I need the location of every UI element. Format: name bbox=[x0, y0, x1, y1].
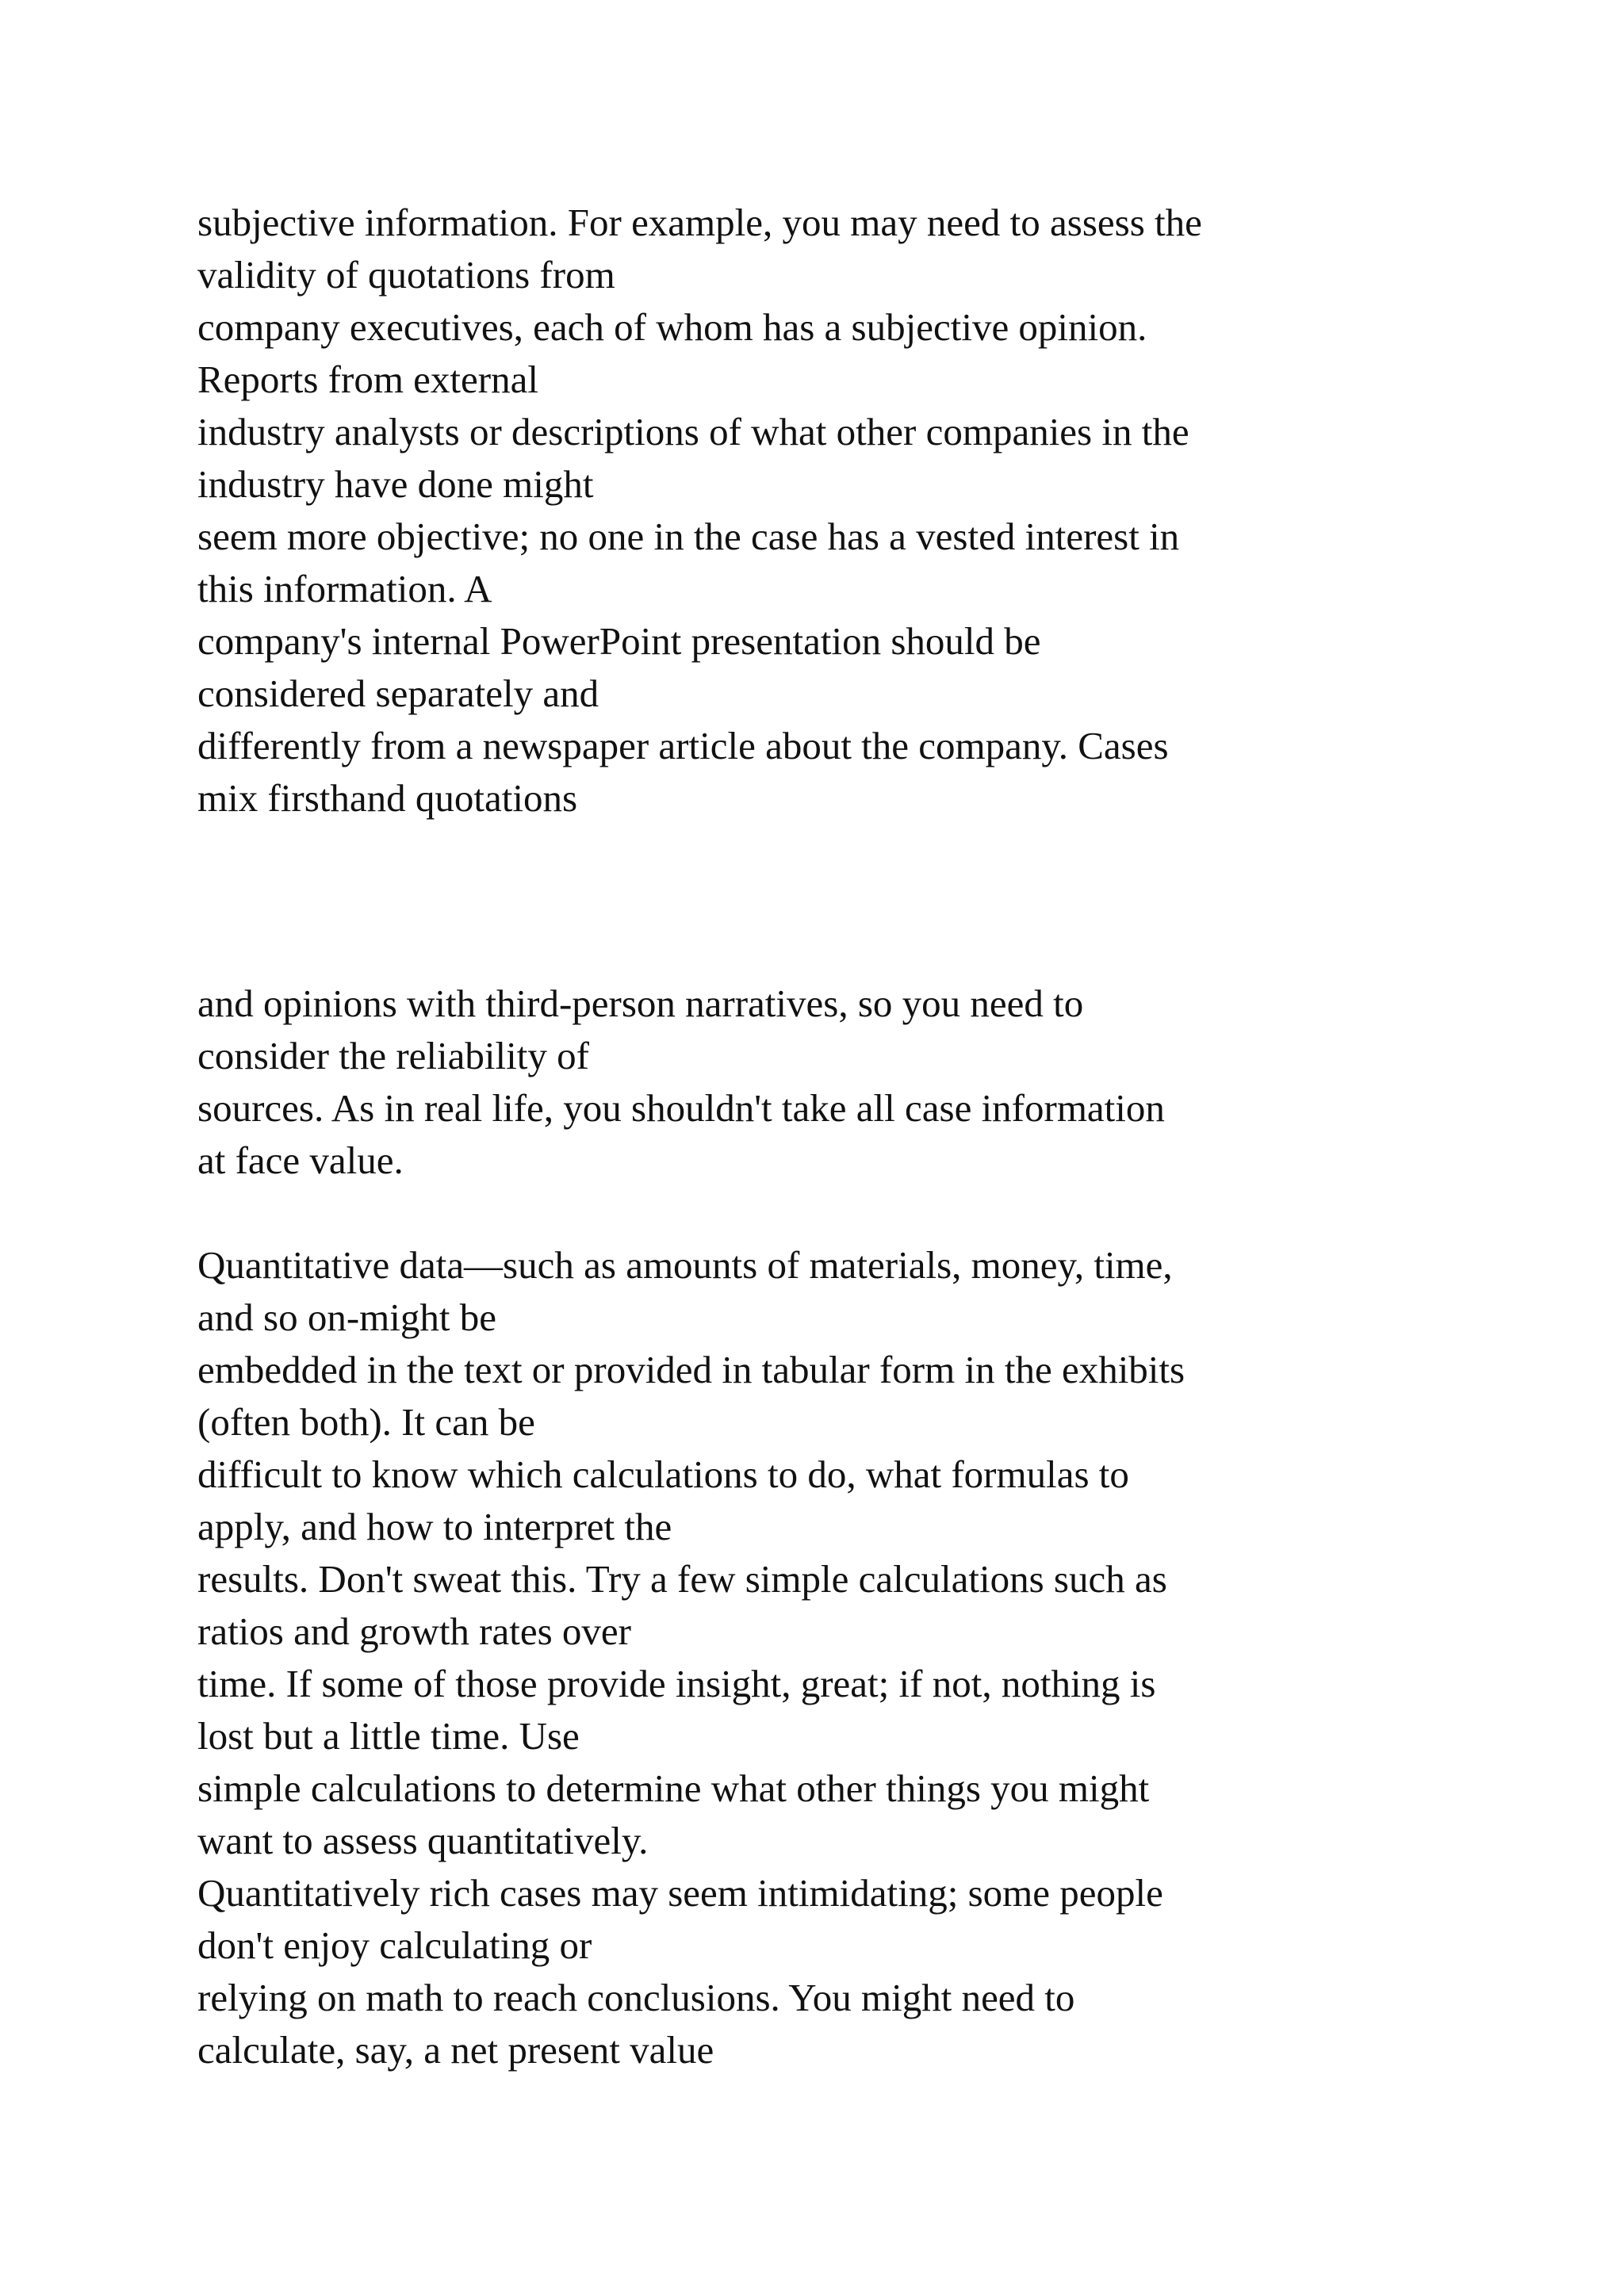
text-line: subjective information. For example, you may need to assess the bbox=[197, 201, 1202, 244]
text-line: Reports from external bbox=[197, 358, 538, 401]
text-line: time. If some of those provide insight, great; if not, nothing is bbox=[197, 1662, 1156, 1705]
text-line: considered separately and bbox=[197, 672, 599, 715]
text-line: mix firsthand quotations bbox=[197, 776, 578, 820]
text-line: relying on math to reach conclusions. You might need to bbox=[197, 1976, 1075, 2019]
text-line: company executives, each of whom has a subjective opinion. bbox=[197, 305, 1147, 349]
text-line: validity of quotations from bbox=[197, 253, 615, 297]
text-line: and opinions with third-person narratives, so you need to bbox=[197, 982, 1084, 1025]
text-line: apply, and how to interpret the bbox=[197, 1505, 672, 1548]
text-line: lost but a little time. Use bbox=[197, 1714, 580, 1758]
text-line: embedded in the text or provided in tabular form in the exhibits bbox=[197, 1348, 1185, 1391]
text-line: want to assess quantitatively. bbox=[197, 1819, 649, 1862]
text-line: this information. A bbox=[197, 567, 492, 610]
text-line: consider the reliability of bbox=[197, 1034, 589, 1077]
text-line: results. Don't sweat this. Try a few simple calculations such as bbox=[197, 1557, 1167, 1601]
text-line: Quantitative data—such as amounts of materials, money, time, bbox=[197, 1243, 1173, 1287]
text-line: (often both). It can be bbox=[197, 1400, 535, 1444]
text-line: differently from a newspaper article about the company. Cases bbox=[197, 724, 1169, 767]
paragraph-face-value bbox=[197, 978, 1545, 1187]
text-line: don't enjoy calculating or bbox=[197, 1923, 592, 1967]
text-line: Quantitatively rich cases may seem intimidating; some people bbox=[197, 1871, 1163, 1915]
text-line: calculate, say, a net present value bbox=[197, 2028, 714, 2072]
text-line: at face value. bbox=[197, 1138, 404, 1182]
text-line: industry analysts or descriptions of what other companies in the bbox=[197, 410, 1189, 453]
text-line: seem more objective; no one in the case has a vested interest in bbox=[197, 515, 1180, 558]
text-line: difficult to know which calculations to do, what formulas to bbox=[197, 1452, 1129, 1496]
text-line: and so on-might be bbox=[197, 1295, 496, 1339]
text-line: company's internal PowerPoint presentation should be bbox=[197, 619, 1041, 663]
text-line: industry have done might bbox=[197, 462, 594, 506]
paragraph-quantitative-data bbox=[197, 1239, 1545, 2076]
text-line: ratios and growth rates over bbox=[197, 1609, 631, 1653]
text-line: sources. As in real life, you shouldn't take all case information bbox=[197, 1086, 1165, 1130]
paragraph-source-reliability bbox=[197, 197, 1545, 825]
text-line: simple calculations to determine what other things you might bbox=[197, 1766, 1150, 1810]
